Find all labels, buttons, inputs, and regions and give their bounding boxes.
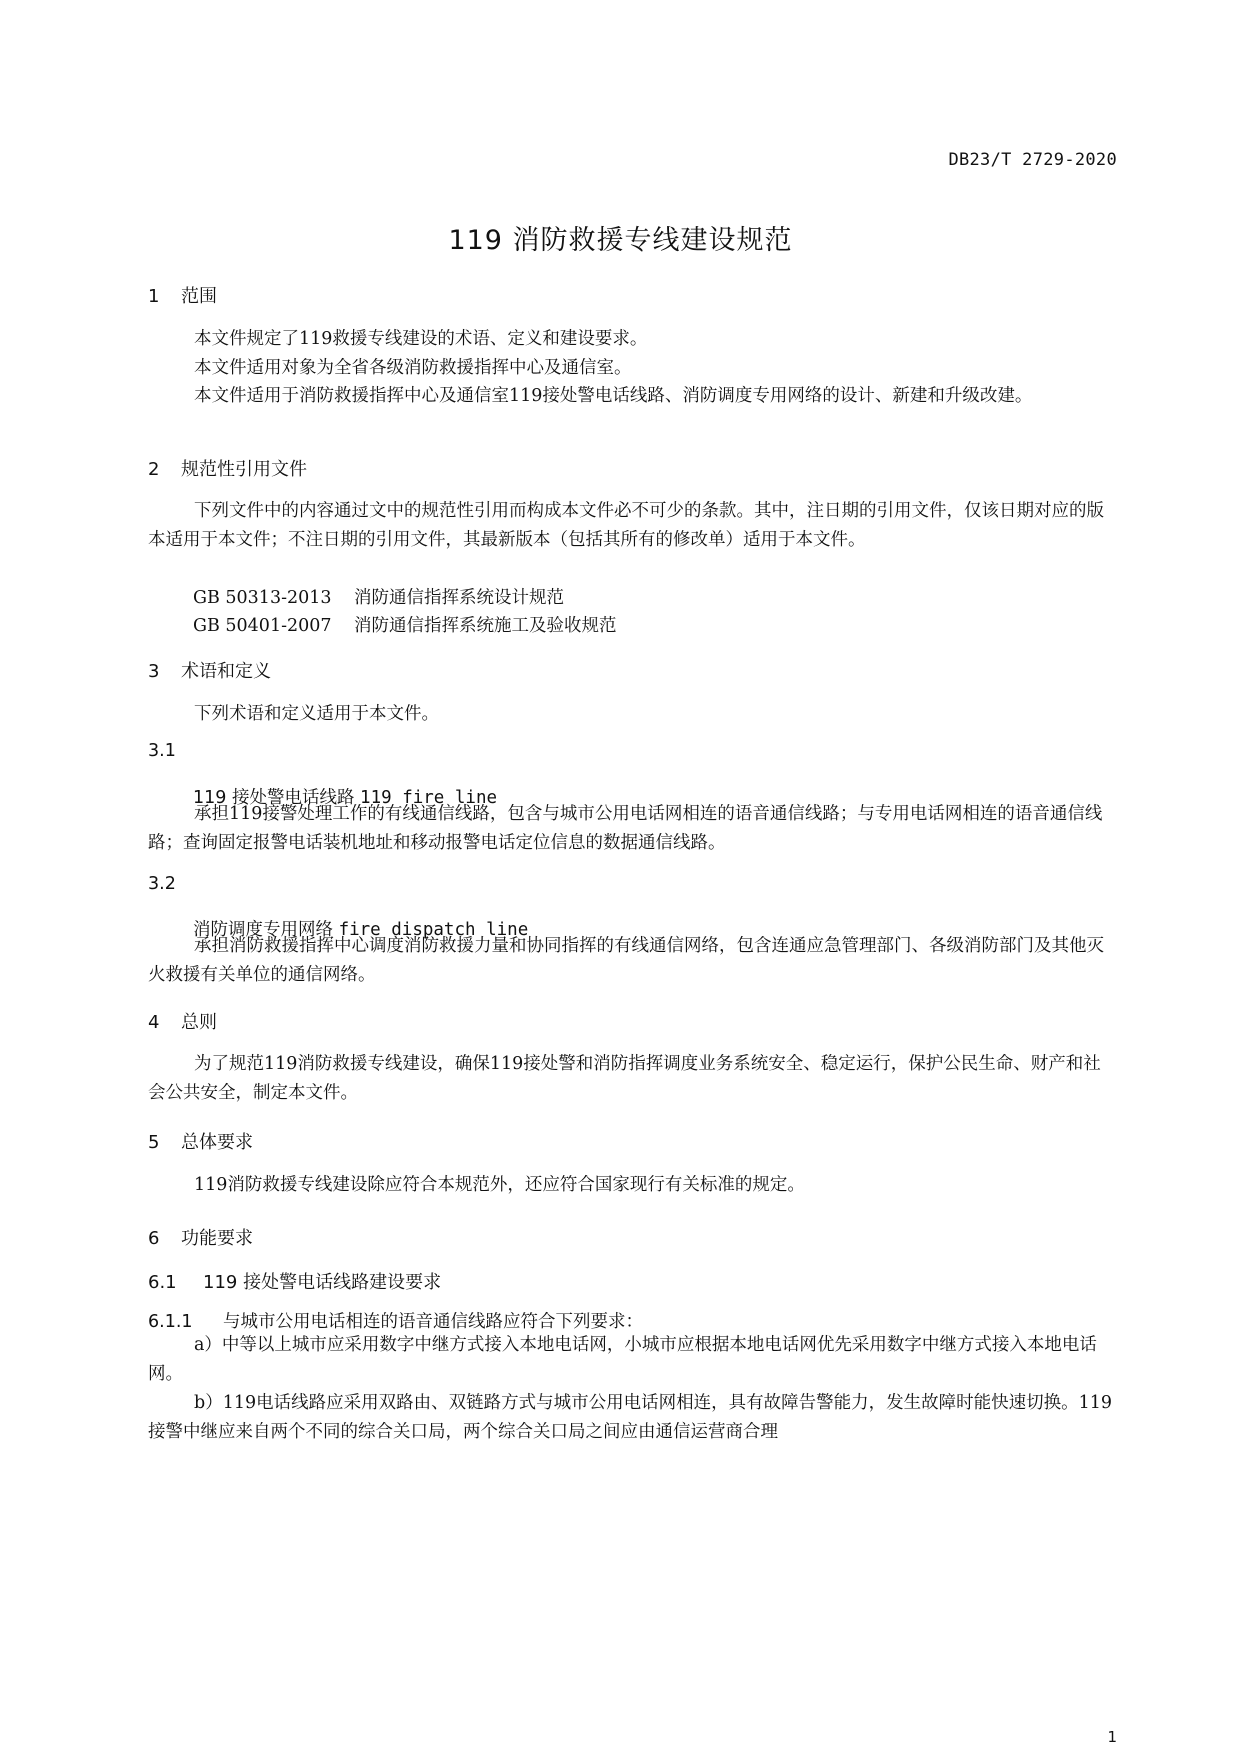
paragraph: 本文件适用对象为全省各级消防救援指挥中心及通信室。: [194, 358, 632, 378]
section-number: 2: [148, 459, 160, 480]
section-1-heading: [148, 282, 217, 308]
term-number: 3.2: [148, 874, 176, 894]
term-english: fire dispatch line: [338, 920, 529, 940]
term-definition: 承担119接警处理工作的有线通信线路，包含与城市公用电话网相连的语音通信线路；与专用电话网相连的语音通信线路；查询固定报警电话装机地址和移动报警电话定位信息的数据通信线路。: [148, 804, 1103, 853]
document-code: DB23/T 2729-2020: [948, 150, 1117, 170]
normative-reference: [193, 612, 617, 637]
section-6-heading: [148, 1224, 253, 1250]
term-number: 3.1: [148, 741, 176, 761]
subsection-number: 6.1: [148, 1272, 177, 1293]
section-2-heading: [148, 455, 307, 481]
term-chinese: 119 接处警电话线路: [193, 788, 355, 808]
term-definition: 承担消防救援指挥中心调度消防救援力量和协同指挥的有线通信网络，包含连通应急管理部门、各级消防部门及其他灭火救援有关单位的通信网络。: [148, 936, 1104, 985]
section-title: 总体要求: [181, 1132, 253, 1153]
section-title: 范围: [181, 286, 217, 307]
paragraph: 本文件适用于消防救援指挥中心及通信室119接处警电话线路、消防调度专用网络的设计、新建和升级改建。: [194, 386, 1033, 406]
term-english: 119 fire line: [360, 788, 498, 808]
paragraph: 下列文件中的内容通过文中的规范性引用而构成本文件必不可少的条款。其中，注日期的引用文件，仅该日期对应的版本适用于本文件；不注日期的引用文件，其最新版本（包括其所有的修改单）适用于本文件。: [148, 501, 1104, 550]
section-5-heading: [148, 1128, 253, 1154]
section-number: 5: [148, 1132, 160, 1153]
clause-6-1-1: [148, 1308, 643, 1333]
paragraph: 119消防救援专线建设除应符合本规范外，还应符合国家现行有关标准的规定。: [194, 1175, 805, 1195]
paragraph: 下列术语和定义适用于本文件。: [194, 704, 439, 724]
reference-name: 消防通信指挥系统设计规范: [354, 588, 564, 608]
section-3-heading: [148, 657, 271, 683]
list-item-b: b）119电话线路应采用双路由、双链路方式与城市公用电话网相连，具有故障告警能力，发生故障时能快速切换。119接警中继应来自两个不同的综合关口局，两个综合关口局之间应由通信运营商合理: [148, 1393, 1113, 1442]
page-number: 1: [1107, 1728, 1117, 1746]
paragraph: 本文件规定了119救援专线建设的术语、定义和建设要求。: [194, 329, 648, 349]
section-title: 功能要求: [181, 1228, 253, 1249]
list-item-a: a）中等以上城市应采用数字中继方式接入本地电话网，小城市应根据本地电话网优先采用数字中继方式接入本地电话网。: [148, 1335, 1097, 1384]
paragraph: 为了规范119消防救援专线建设，确保119接处警和消防指挥调度业务系统安全、稳定运行，保护公民生命、财产和社会公共安全，制定本文件。: [148, 1054, 1101, 1103]
section-number: 3: [148, 661, 160, 682]
term-chinese: 消防调度专用网络: [193, 920, 333, 940]
subsection-title: 119 接处警电话线路建设要求: [203, 1272, 442, 1293]
clause-text: 与城市公用电话相连的语音通信线路应符合下列要求：: [223, 1312, 643, 1332]
section-number: 4: [148, 1012, 160, 1033]
clause-number: 6.1.1: [148, 1312, 193, 1332]
normative-reference: [193, 584, 564, 609]
subsection-6-1-heading: [148, 1268, 441, 1294]
section-title: 规范性引用文件: [181, 459, 307, 480]
section-title: 术语和定义: [181, 661, 271, 682]
section-4-heading: [148, 1008, 217, 1034]
section-number: 6: [148, 1228, 160, 1249]
reference-code: GB 50313-2013: [193, 588, 332, 608]
reference-code: GB 50401-2007: [193, 616, 332, 636]
document-title: 119 消防救援专线建设规范: [448, 225, 793, 256]
section-number: 1: [148, 286, 160, 307]
reference-name: 消防通信指挥系统施工及验收规范: [354, 616, 617, 636]
section-title: 总则: [181, 1012, 217, 1033]
